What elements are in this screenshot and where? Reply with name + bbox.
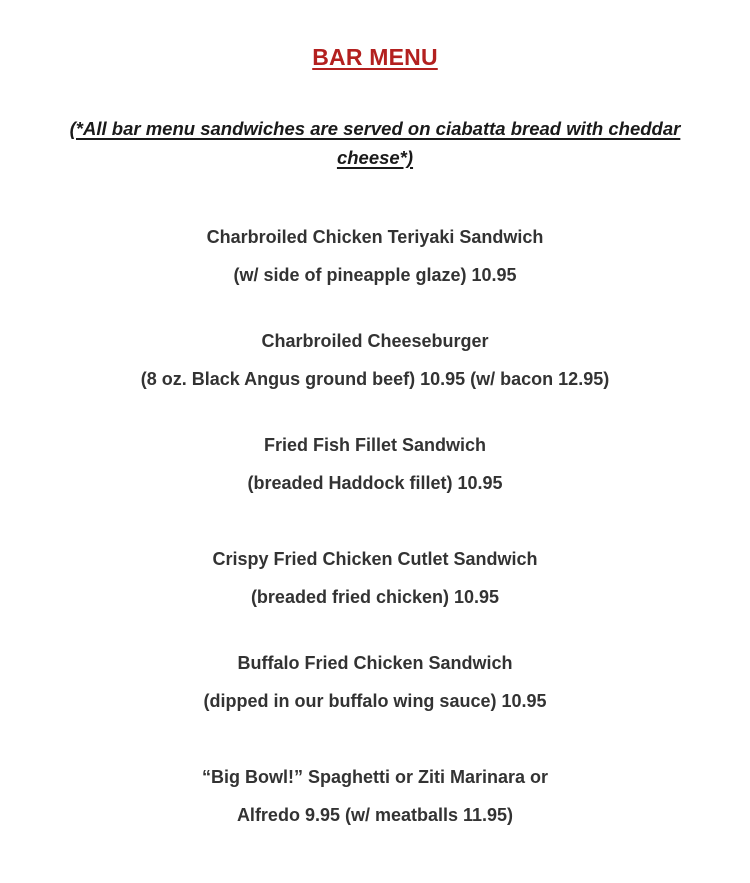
item-detail: (8 oz. Black Angus ground beef) 10.95 (w/ bacon 12.95)	[140, 369, 610, 389]
menu-note: (*All bar menu sandwiches are served on ciabatta bread with cheddar cheese*)	[69, 118, 681, 168]
item-detail: (breaded Haddock fillet) 10.95	[247, 473, 503, 493]
item-name: Charbroiled Chicken Teriyaki Sandwich	[206, 227, 544, 247]
item-name: Charbroiled Cheeseburger	[261, 331, 489, 351]
item-name: “Big Bowl!” Spaghetti or Ziti Marinara or	[201, 767, 549, 787]
item-name: Crispy Fried Chicken Cutlet Sandwich	[212, 549, 538, 569]
item-detail: (dipped in our buffalo wing sauce) 10.95	[203, 691, 547, 711]
menu-title: BAR MENU	[312, 44, 438, 70]
item-name: Fried Fish Fillet Sandwich	[263, 435, 487, 455]
item-detail: (w/ side of pineapple glaze) 10.95	[233, 265, 517, 285]
item-name: Buffalo Fried Chicken Sandwich	[237, 653, 513, 673]
item-detail: (breaded fried chicken) 10.95	[250, 587, 500, 607]
item-detail: Alfredo 9.95 (w/ meatballs 11.95)	[236, 805, 514, 825]
